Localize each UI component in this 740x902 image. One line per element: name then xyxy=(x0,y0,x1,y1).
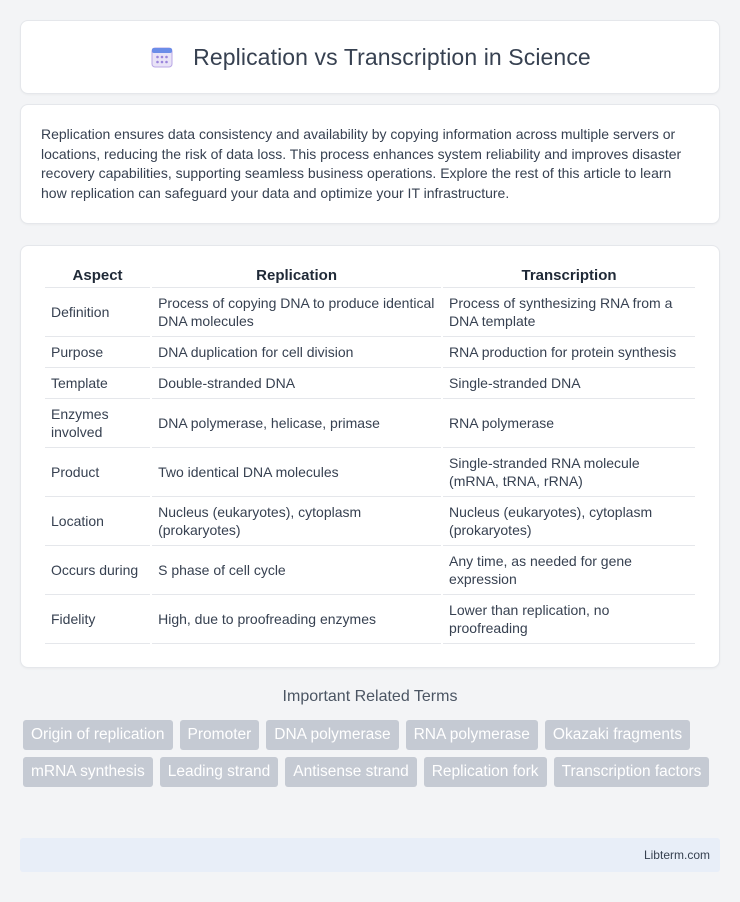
header-replication: Replication xyxy=(152,264,441,288)
row-transcription: Any time, as needed for gene expression xyxy=(443,546,695,595)
term-tag[interactable]: Promoter xyxy=(180,720,260,750)
row-aspect: Occurs during xyxy=(45,546,150,595)
table-row xyxy=(45,497,695,546)
row-replication: DNA duplication for cell division xyxy=(152,337,441,368)
footer xyxy=(20,838,720,872)
table-row xyxy=(45,546,695,595)
table-row xyxy=(45,448,695,497)
row-transcription: Nucleus (eukaryotes), cytoplasm (prokaryotes) xyxy=(443,497,695,546)
comparison-table-card xyxy=(20,245,720,668)
table-header-row xyxy=(45,264,695,288)
page-title: Replication vs Transcription in Science xyxy=(193,43,591,70)
row-replication: Double-stranded DNA xyxy=(152,368,441,399)
row-aspect: Product xyxy=(45,448,150,497)
table-row xyxy=(45,288,695,337)
row-transcription: Single-stranded DNA xyxy=(443,368,695,399)
row-transcription: Single-stranded RNA molecule (mRNA, tRNA, rRNA) xyxy=(443,448,695,497)
header-transcription: Transcription xyxy=(443,264,695,288)
row-aspect: Fidelity xyxy=(45,595,150,644)
row-transcription: RNA polymerase xyxy=(443,399,695,448)
term-tag[interactable]: Origin of replication xyxy=(23,720,173,750)
intro-paragraph: Replication ensures data consistency and availability by copying information across multiple servers or locations, reducing the risk of data loss. This process enhances system reliability and improves disaster recovery capabilities, supporting seamless business operations. Explore the rest of this article to learn how replication can safeguard your data and optimize your IT infrastructure. xyxy=(41,126,682,201)
row-replication: Two identical DNA molecules xyxy=(152,448,441,497)
row-aspect: Definition xyxy=(45,288,150,337)
row-aspect: Enzymes involved xyxy=(45,399,150,448)
table-row xyxy=(45,368,695,399)
row-aspect: Template xyxy=(45,368,150,399)
row-transcription: Lower than replication, no proofreading xyxy=(443,595,695,644)
row-replication: DNA polymerase, helicase, primase xyxy=(152,399,441,448)
row-aspect: Location xyxy=(45,497,150,546)
term-tag[interactable]: Leading strand xyxy=(160,757,279,787)
footer-site-link[interactable]: Libterm.com xyxy=(643,848,710,862)
comparison-table xyxy=(43,264,697,644)
term-tag[interactable]: mRNA synthesis xyxy=(23,757,153,787)
row-replication: S phase of cell cycle xyxy=(152,546,441,595)
term-tag[interactable]: Okazaki fragments xyxy=(545,720,690,750)
term-tag[interactable]: Transcription factors xyxy=(554,757,710,787)
term-tag[interactable]: DNA polymerase xyxy=(266,720,398,750)
table-row xyxy=(45,399,695,448)
row-replication: Process of copying DNA to produce identical DNA molecules xyxy=(152,288,441,337)
header-aspect: Aspect xyxy=(45,264,150,288)
calendar-icon xyxy=(149,44,175,70)
row-replication: High, due to proofreading enzymes xyxy=(152,595,441,644)
related-terms-list xyxy=(23,720,723,787)
row-replication: Nucleus (eukaryotes), cytoplasm (prokaryotes) xyxy=(152,497,441,546)
term-tag[interactable]: Replication fork xyxy=(424,757,547,787)
header-card xyxy=(20,20,720,94)
intro-card xyxy=(20,104,720,224)
term-tag[interactable]: Antisense strand xyxy=(285,757,416,787)
term-tag[interactable]: RNA polymerase xyxy=(406,720,538,750)
row-aspect: Purpose xyxy=(45,337,150,368)
row-transcription: RNA production for protein synthesis xyxy=(443,337,695,368)
related-terms-title: Important Related Terms xyxy=(282,688,458,705)
row-transcription: Process of synthesizing RNA from a DNA template xyxy=(443,288,695,337)
table-row xyxy=(45,595,695,644)
table-row xyxy=(45,337,695,368)
